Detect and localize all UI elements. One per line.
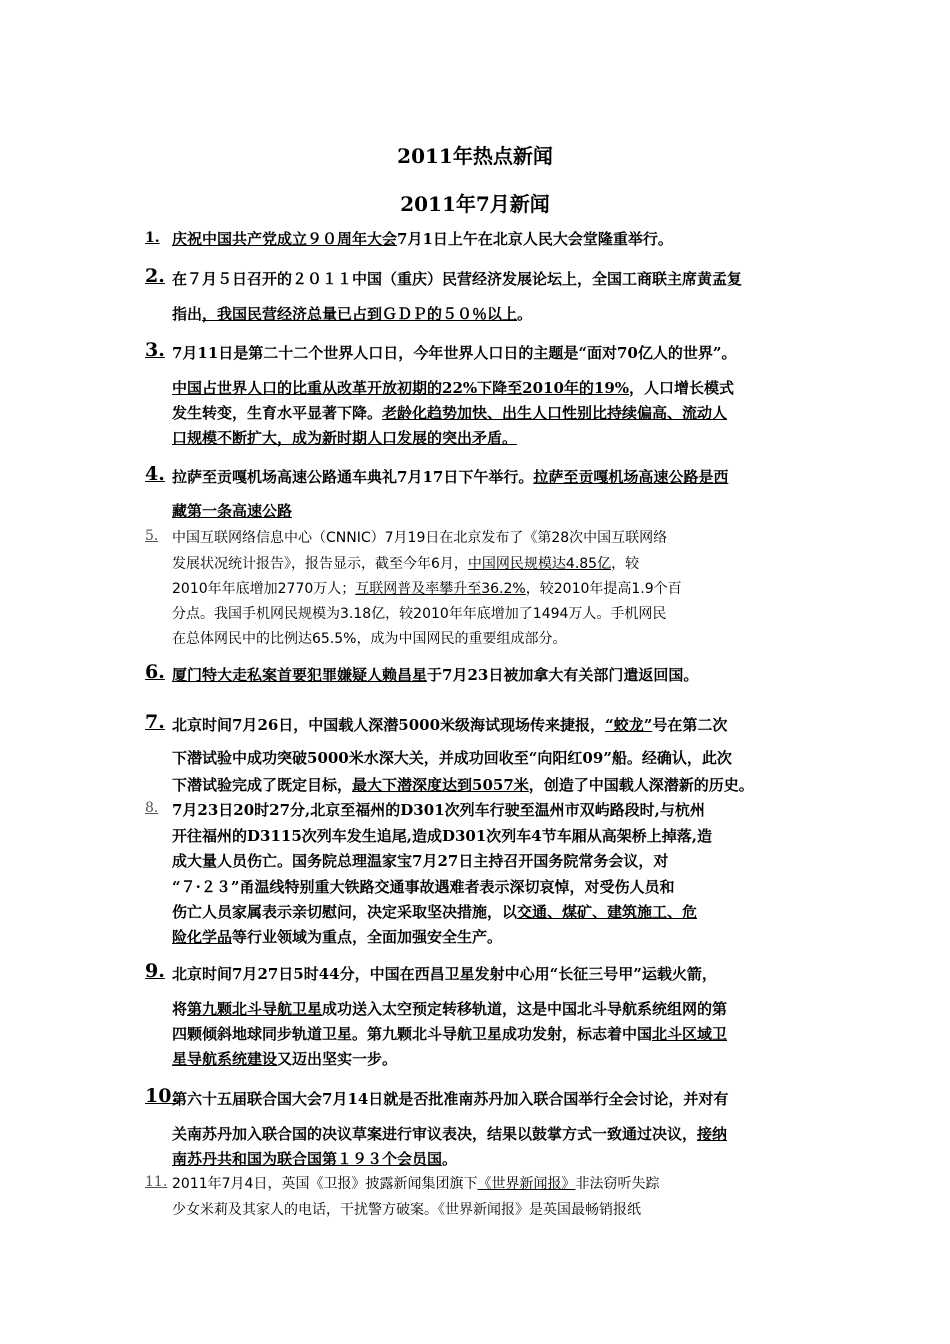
item-line: 第六十五届联合国大会7月14日就是否批准南苏丹加入联合国举行全会讨论，并对有	[172, 1090, 729, 1108]
item-number: 4.	[145, 463, 165, 485]
item-line: 2011年7月4日，英国《卫报》披露新闻集团旗下《世界新闻报》非法窃听失踪	[172, 1176, 660, 1192]
item-line: 在总体网民中的比例达65.5%，成为中国网民的重要组成部分。	[172, 631, 567, 647]
item-line: 四颗倾斜地球同步轨道卫星。第九颗北斗导航卫星成功发射，标志着中国北斗区域卫	[172, 1025, 728, 1043]
item-number: 6.	[145, 661, 165, 683]
item-number: 5.	[145, 528, 159, 544]
item-line: 伤亡人员家属表示亲切慰问，决定采取坚决措施，以交通、煤矿、建筑施工、危	[172, 903, 698, 921]
item-line: 北京时间7月26日，中国载人深潜5000米级海试现场传来捷报，“蛟龙”号在第二次	[172, 716, 728, 734]
item-line: 险化学品等行业领域为重点，全面加强安全生产。	[172, 928, 503, 946]
item-line: 南苏丹共和国为联合国第１９３个会员国。	[172, 1150, 458, 1168]
item-line: 下潜试验中成功突破5000米水深大关，并成功回收至“向阳红09”船。经确认，此次	[172, 749, 732, 767]
item-line: “７·２３”甬温线特别重大铁路交通事故遇难者表示深切哀悼，对受伤人员和	[172, 878, 675, 896]
item-number: 10.	[145, 1085, 179, 1107]
item-line: 开往福州的D3115次列车发生追尾,造成D301次列车4节车厢从高架桥上掉落,造	[172, 827, 712, 845]
item-line: 7月23日20时27分,北京至福州的D301次列车行驶至温州市双屿路段时,与杭州	[172, 801, 705, 819]
item-line: 下潜试验完成了既定目标，最大下潜深度达到5057米，创造了中国载人深潜新的历史。	[172, 776, 754, 794]
item-line: 将第九颗北斗导航卫星成功送入太空预定转移轨道，这是中国北斗导航系统组网的第	[172, 1000, 728, 1018]
item-line: 指出，我国民营经济总量已占到ＧＤＰ的５０％以上。	[172, 305, 533, 323]
item-line: 拉萨至贡嘎机场高速公路通车典礼7月17日下午举行。拉萨至贡嘎机场高速公路是西	[172, 468, 729, 486]
item-line: 关南苏丹加入联合国的决议草案进行审议表决，结果以鼓掌方式一致通过决议，接纳	[172, 1125, 728, 1143]
item-number: 8.	[145, 800, 159, 816]
item-line: 厦门特大走私案首要犯罪嫌疑人赖昌星于7月23日被加拿大有关部门遣返回国。	[172, 666, 699, 684]
item-line: 中国互联网络信息中心（CNNIC）7月19日在北京发布了《第28次中国互联网络	[172, 530, 668, 546]
item-number: 3.	[145, 339, 165, 361]
item-line: 口规模不断扩大，成为新时期人口发展的突出矛盾。	[172, 429, 518, 447]
item-number: 1.	[145, 230, 160, 246]
item-number: 9.	[145, 960, 165, 982]
item-line: 发生转变，生育水平显著下降。老龄化趋势加快、出生人口性别比持续偏高、流动人	[172, 404, 728, 422]
document-subtitle: 2011年7月新闻	[400, 192, 550, 216]
item-line: 2010年年底增加2770万人；互联网普及率攀升至36.2%，较2010年提高1.9个百	[172, 581, 682, 597]
item-number: 2.	[145, 265, 165, 287]
item-line: 发展状况统计报告》，报告显示，截至今年6月，中国网民规模达4.85亿，较	[172, 556, 640, 572]
item-line: 中国占世界人口的比重从改革开放初期的22%下降至2010年的19%，人口增长模式	[172, 379, 735, 397]
item-line: 藏第一条高速公路	[172, 502, 293, 520]
item-line: 成大量人员伤亡。国务院总理温家宝7月27日主持召开国务院常务会议，对	[172, 852, 669, 870]
item-line: 北京时间7月27日5时44分，中国在西昌卫星发射中心用“长征三号甲”运载火箭，	[172, 965, 717, 983]
item-line: 在７月５日召开的２０１１中国（重庆）民营经济发展论坛上，全国工商联主席黄孟复	[172, 270, 743, 288]
item-number: 7.	[145, 711, 165, 733]
document-title: 2011年热点新闻	[397, 144, 553, 168]
item-number: 11.	[145, 1174, 168, 1190]
item-line: 少女米莉及其家人的电话，干扰警方破案。《世界新闻报》是英国最畅销报纸	[172, 1202, 641, 1218]
item-line: 星导航系统建设又迈出坚实一步。	[172, 1050, 398, 1068]
item-line: 庆祝中国共产党成立９０周年大会7月1日上午在北京人民大会堂隆重举行。	[172, 230, 673, 248]
item-line: 分点。我国手机网民规模为3.18亿，较2010年年底增加了1494万人。手机网民	[172, 606, 667, 622]
item-line: 7月11日是第二十二个世界人口日，今年世界人口日的主题是“面对70亿人的世界”。	[172, 344, 737, 362]
